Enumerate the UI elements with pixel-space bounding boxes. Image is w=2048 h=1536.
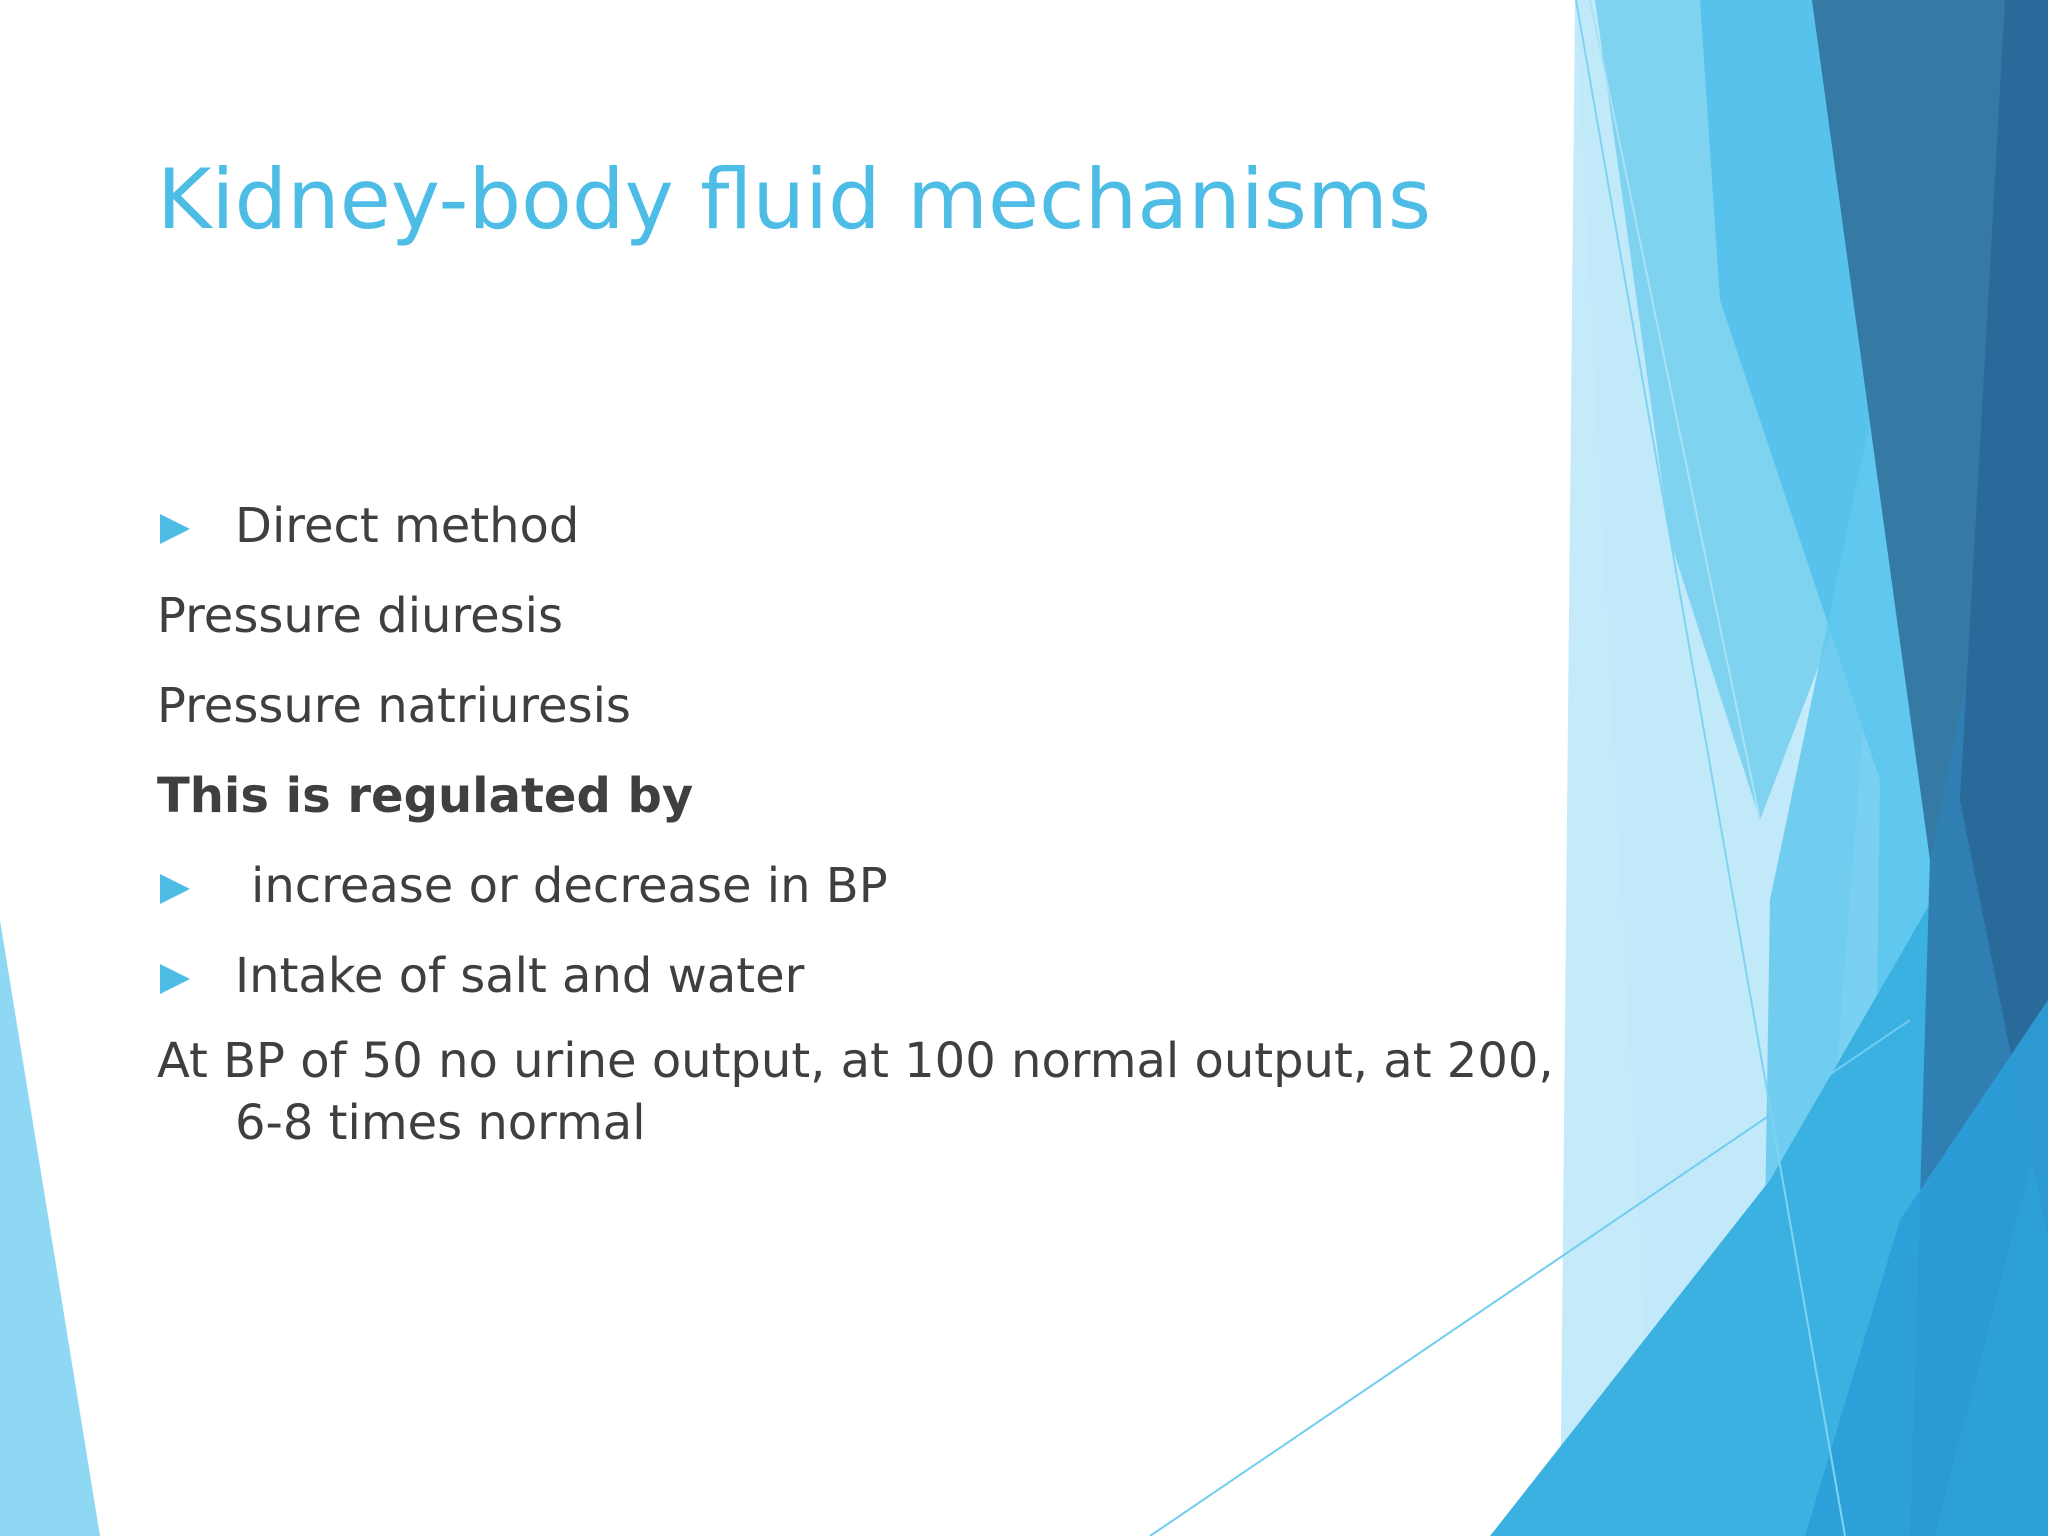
list-item-text: Pressure natriuresis [157, 678, 631, 734]
list-item [157, 490, 1577, 580]
list-item-text: Intake of salt and water [235, 948, 805, 1004]
slide-title: Kidney-body fluid mechanisms [157, 151, 1432, 248]
list-item-text: Direct method [235, 498, 580, 554]
triangle-right-icon [160, 964, 190, 994]
slide-body [157, 490, 1577, 1154]
list-item-heading [157, 760, 1577, 850]
list-item-text: This is regulated by [157, 768, 694, 824]
body-paragraph: At BP of 50 no urine output, at 100 normal output, at 200, 6-8 times normal [157, 1033, 1554, 1151]
triangle-right-icon [160, 874, 190, 904]
list-item [157, 940, 1577, 1030]
list-item [157, 850, 1577, 940]
triangle-right-icon [160, 514, 190, 544]
list-item [157, 670, 1577, 760]
list-item [157, 580, 1577, 670]
left-accent-shape [0, 920, 100, 1536]
list-item-text: Pressure diuresis [157, 588, 564, 644]
list-item-text: increase or decrease in BP [251, 858, 888, 914]
